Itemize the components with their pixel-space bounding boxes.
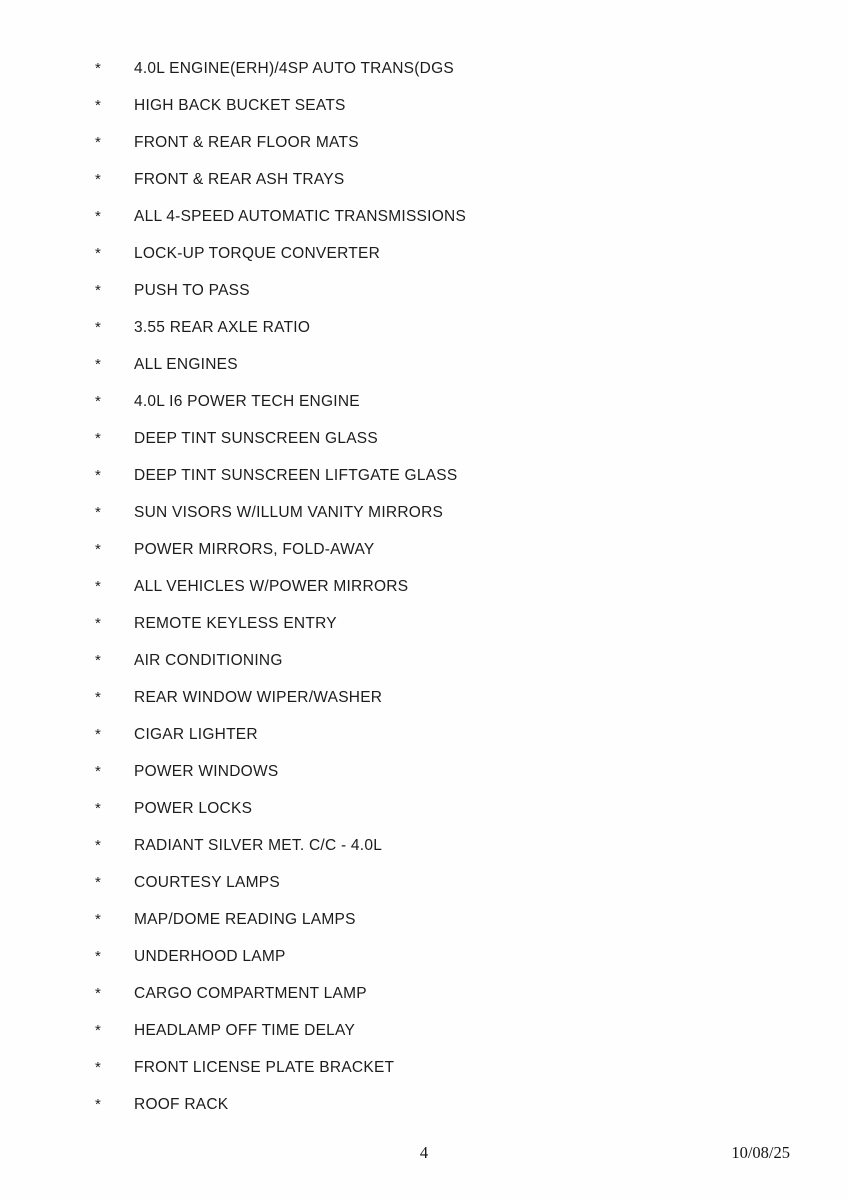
feature-text: ALL ENGINES — [134, 355, 238, 373]
feature-text: HIGH BACK BUCKET SEATS — [134, 96, 346, 114]
feature-text: FRONT & REAR ASH TRAYS — [134, 170, 345, 188]
feature-text: 3.55 REAR AXLE RATIO — [134, 318, 311, 336]
feature-text: CARGO COMPARTMENT LAMP — [134, 984, 367, 1002]
feature-text: DEEP TINT SUNSCREEN LIFTGATE GLASS — [134, 466, 458, 484]
feature-text: FRONT LICENSE PLATE BRACKET — [134, 1058, 395, 1076]
feature-text: SUN VISORS W/ILLUM VANITY MIRRORS — [134, 503, 444, 521]
feature-text: ROOF RACK — [134, 1095, 229, 1113]
asterisk-bullet: * — [95, 726, 102, 743]
asterisk-bullet: * — [95, 1059, 102, 1076]
list-item — [95, 864, 808, 901]
list-item — [95, 938, 808, 975]
asterisk-bullet: * — [95, 504, 102, 521]
asterisk-bullet: * — [95, 356, 102, 373]
list-item — [95, 975, 808, 1012]
list-item — [95, 420, 808, 457]
asterisk-bullet: * — [95, 763, 102, 780]
feature-text: MAP/DOME READING LAMPS — [134, 910, 356, 928]
asterisk-bullet: * — [95, 837, 102, 854]
asterisk-bullet: * — [95, 430, 102, 447]
list-item — [95, 50, 808, 87]
feature-list — [95, 50, 808, 1123]
list-item — [95, 827, 808, 864]
asterisk-bullet: * — [95, 319, 102, 336]
feature-text: 4.0L ENGINE(ERH)/4SP AUTO TRANS(DGS — [134, 59, 454, 77]
asterisk-bullet: * — [95, 874, 102, 891]
asterisk-bullet: * — [95, 800, 102, 817]
asterisk-bullet: * — [95, 134, 102, 151]
list-item — [95, 309, 808, 346]
list-item — [95, 87, 808, 124]
list-item — [95, 753, 808, 790]
asterisk-bullet: * — [95, 578, 102, 595]
asterisk-bullet: * — [95, 1096, 102, 1113]
feature-text: REMOTE KEYLESS ENTRY — [134, 614, 337, 632]
asterisk-bullet: * — [95, 689, 102, 706]
asterisk-bullet: * — [95, 615, 102, 632]
list-item — [95, 161, 808, 198]
list-item — [95, 235, 808, 272]
list-item — [95, 531, 808, 568]
list-item — [95, 383, 808, 420]
feature-text: UNDERHOOD LAMP — [134, 947, 286, 965]
asterisk-bullet: * — [95, 60, 102, 77]
asterisk-bullet: * — [95, 208, 102, 225]
asterisk-bullet: * — [95, 911, 102, 928]
page-number: 4 — [419, 1143, 429, 1162]
asterisk-bullet: * — [95, 245, 102, 262]
asterisk-bullet: * — [95, 1022, 102, 1039]
asterisk-bullet: * — [95, 652, 102, 669]
feature-text: COURTESY LAMPS — [134, 873, 280, 891]
feature-text: CIGAR LIGHTER — [134, 725, 258, 743]
list-item — [95, 494, 808, 531]
feature-text: AIR CONDITIONING — [134, 651, 283, 669]
list-item — [95, 568, 808, 605]
list-item — [95, 198, 808, 235]
feature-text: ALL VEHICLES W/POWER MIRRORS — [134, 577, 409, 595]
list-item — [95, 457, 808, 494]
feature-text: REAR WINDOW WIPER/WASHER — [134, 688, 383, 706]
feature-text: POWER LOCKS — [134, 799, 253, 817]
list-item — [95, 1086, 808, 1123]
feature-text: FRONT & REAR FLOOR MATS — [134, 133, 359, 151]
asterisk-bullet: * — [95, 467, 102, 484]
feature-text: 4.0L I6 POWER TECH ENGINE — [134, 392, 360, 410]
feature-text: LOCK-UP TORQUE CONVERTER — [134, 244, 381, 262]
feature-text: POWER WINDOWS — [134, 762, 279, 780]
asterisk-bullet: * — [95, 393, 102, 410]
list-item — [95, 124, 808, 161]
asterisk-bullet: * — [95, 541, 102, 558]
asterisk-bullet: * — [95, 97, 102, 114]
feature-text: PUSH TO PASS — [134, 281, 250, 299]
list-item — [95, 346, 808, 383]
feature-text: DEEP TINT SUNSCREEN GLASS — [134, 429, 378, 447]
feature-text: HEADLAMP OFF TIME DELAY — [134, 1021, 356, 1039]
list-item — [95, 272, 808, 309]
list-item — [95, 679, 808, 716]
asterisk-bullet: * — [95, 171, 102, 188]
page-footer — [0, 1143, 848, 1167]
footer-date: 10/08/25 — [731, 1143, 790, 1162]
list-item — [95, 716, 808, 753]
asterisk-bullet: * — [95, 282, 102, 299]
list-item — [95, 1049, 808, 1086]
feature-text: RADIANT SILVER MET. C/C - 4.0L — [134, 836, 383, 854]
asterisk-bullet: * — [95, 985, 102, 1002]
list-item — [95, 642, 808, 679]
feature-text: POWER MIRRORS, FOLD-AWAY — [134, 540, 375, 558]
feature-text: ALL 4-SPEED AUTOMATIC TRANSMISSIONS — [134, 207, 467, 225]
list-item — [95, 1012, 808, 1049]
list-item — [95, 901, 808, 938]
list-item — [95, 605, 808, 642]
list-item — [95, 790, 808, 827]
asterisk-bullet: * — [95, 948, 102, 965]
